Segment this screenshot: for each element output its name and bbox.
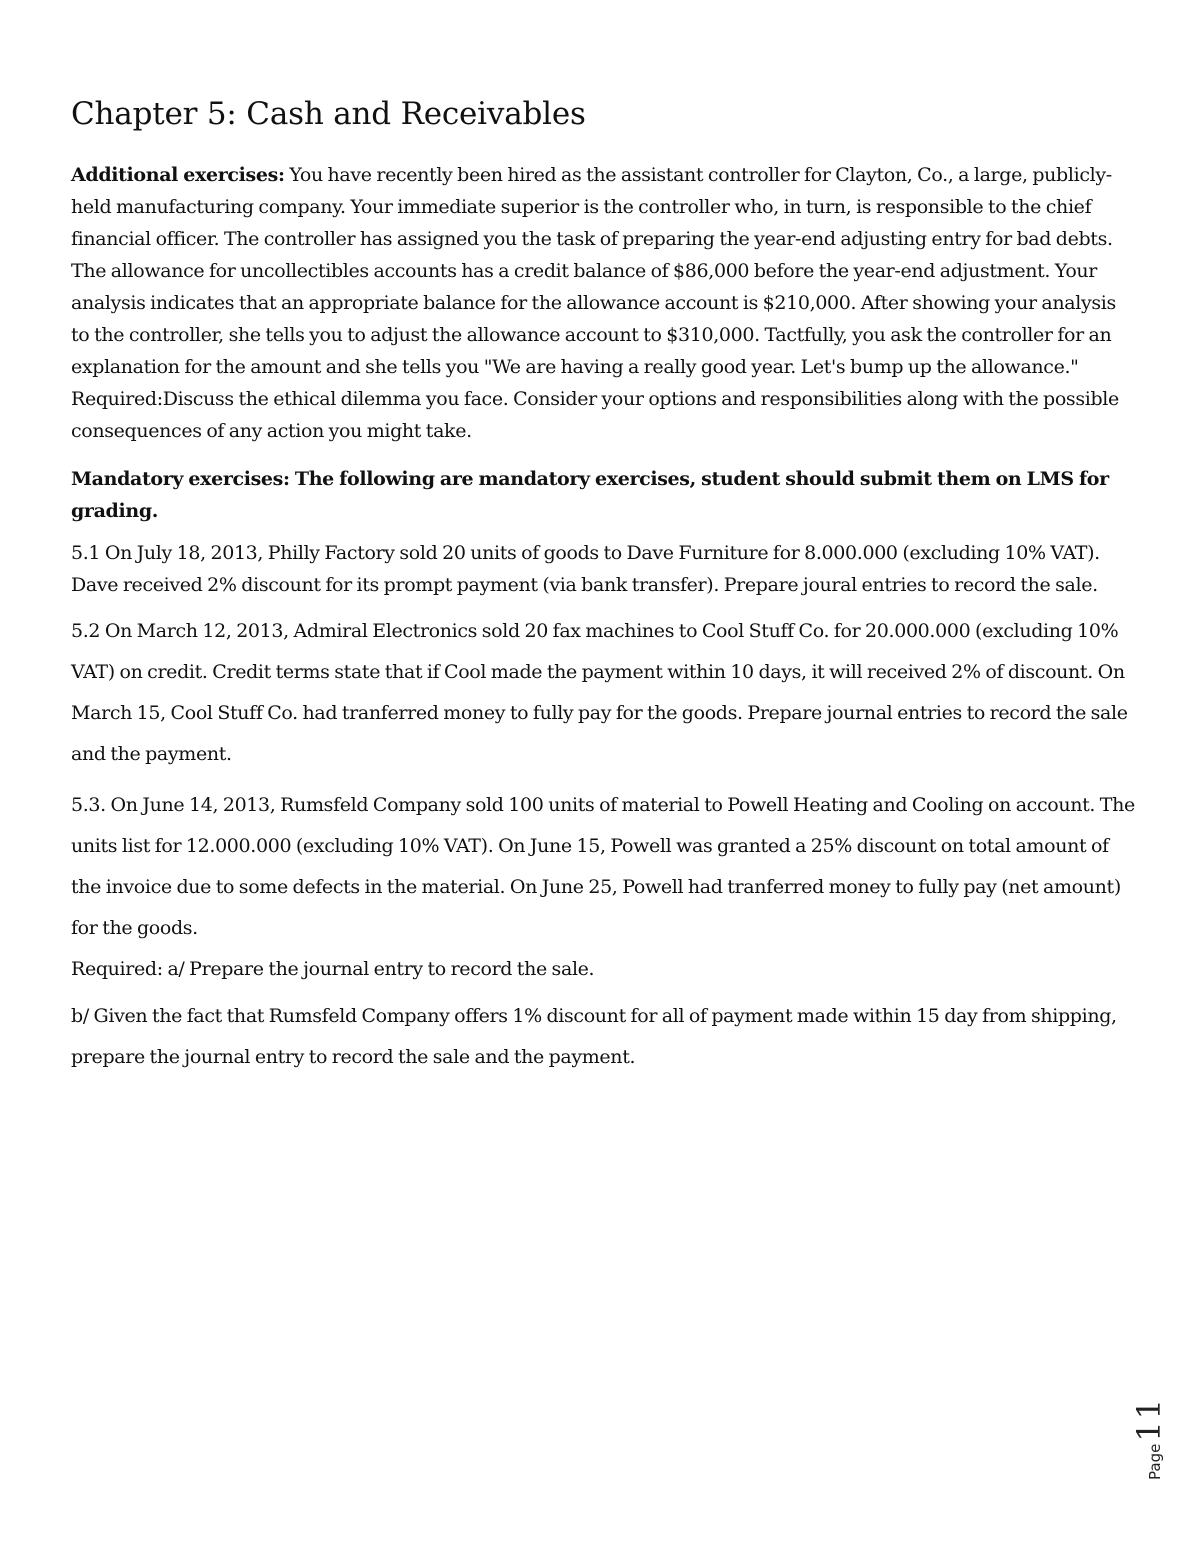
- exercise-5-3-required-a: Required: a/ Prepare the journal entry to record the sale.: [71, 958, 595, 981]
- chapter-title: Chapter 5: Cash and Receivables: [71, 96, 586, 132]
- exercise-5-3: [71, 785, 1136, 990]
- mandatory-exercises-heading: Mandatory exercises: The following are mandatory exercises, student should submit them on LMS for grading.: [71, 468, 1109, 523]
- page-label: Page: [1146, 1443, 1164, 1480]
- document-body: [71, 96, 1136, 1078]
- page-number-footer: [1130, 1370, 1178, 1480]
- additional-exercises-text: You have recently been hired as the assistant controller for Clayton, Co., a large, publicly-held manufacturing company. Your immediate superior is the controller who, in turn, is responsible to the chief financial officer. The controller has assigned you the task of preparing the year-end adjusting entry for bad debts. The allowance for uncollectibles accounts has a credit balance of $86,000 before the year-end adjustment. Your analysis indicates that an appropriate balance for the allowance account is $210,000. After showing your analysis to the controller, she tells you to adjust the allowance account to $310,000. Tactfully, you ask the controller for an explanation for the amount and she tells you "We are having a really good year. Let's bump up the allowance.": [71, 164, 1116, 379]
- additional-exercises-lead: Additional exercises:: [71, 164, 285, 187]
- additional-exercises-paragraph: [71, 159, 1136, 447]
- additional-exercises-required: Required:Discuss the ethical dilemma you face. Consider your options and responsibilities along with the possible consequences of any action you might take.: [71, 388, 1119, 443]
- page-number: 11: [1130, 1396, 1168, 1442]
- exercise-5-3-part-b: b/ Given the fact that Rumsfeld Company offers 1% discount for all of payment made within 15 day from shipping, prepare the journal entry to record the sale and the payment.: [71, 1005, 1117, 1069]
- exercise-5-2: 5.2 On March 12, 2013, Admiral Electronics sold 20 fax machines to Cool Stuff Co. for 20.000.000 (excluding 10% VAT) on credit. Credit terms state that if Cool made the payment within 10 days, it will received 2% of discount. On March 15, Cool Stuff Co. had tranferred money to fully pay for the goods. Prepare journal entries to record the sale and the payment.: [71, 620, 1128, 766]
- exercise-5-3-text: 5.3. On June 14, 2013, Rumsfeld Company sold 100 units of material to Powell Heating and Cooling on account. The units list for 12.000.000 (excluding 10% VAT). On June 15, Powell was granted a 25% discount on total amount of the invoice due to some defects in the material. On June 25, Powell had tranferred money to fully pay (net amount) for the goods.: [71, 794, 1135, 940]
- exercise-5-1: 5.1 On July 18, 2013, Philly Factory sold 20 units of goods to Dave Furniture for 8.000.000 (excluding 10% VAT). Dave received 2% discount for its prompt payment (via bank transfer). Prepare joural entries to record the sale.: [71, 542, 1100, 597]
